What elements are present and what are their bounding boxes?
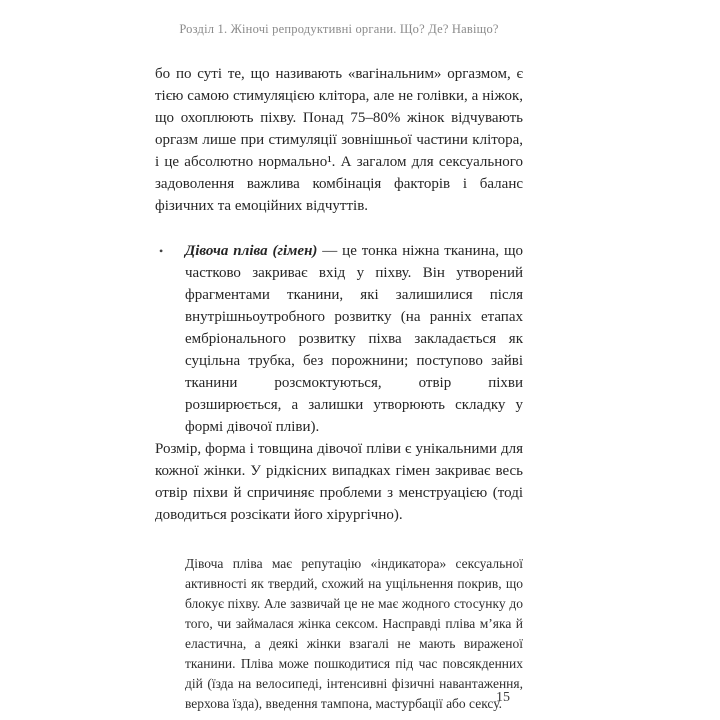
bullet-text	[185, 240, 523, 438]
bullet-item-hymen	[155, 240, 523, 438]
text-column	[155, 22, 523, 714]
running-header: Розділ 1. Жіночі репродуктивні органи. Що? Де? Навіщо?	[179, 22, 499, 36]
paragraph-continued: бо по суті те, що називають «вагінальним» оргазмом, є тією самою стимуляцією клітора, але не голівки, а ніжок, що охоплюють піхву. Понад 75–80% жінок відчувають оргазм лише при стимуляції зовнішньої частини клітора, і це абсолютно нормально¹. А загалом для сексуального задоволення важлива комбінація факторів і баланс фізичних та емоційних відчуттів.	[155, 66, 523, 214]
bullet-body: — це тонка ніжна тканина, що частково закриває вхід у піхву. Він утворений фрагментами тканини, які залишилися після внутрішньоутробного розвитку (на ранніх етапах ембріонального розвитку піхва закладається як суцільна трубка, без порожнини; поступово зайві тканини розсмоктуються, отвір піхви розширюється, а залишки утворюють складку у формі дівочої пліви).	[185, 243, 523, 435]
bullet-lead-term: Дівоча пліва (гімен)	[185, 243, 318, 259]
page-number: 15	[496, 690, 510, 705]
paragraph-size-shape: Розмір, форма і товщина дівочої пліви є унікальними для кожної жінки. У рідкісних випадках гімен закриває весь отвір піхви й спричиняє проблеми з менструацією (тоді доводиться розсікати його хірургічно).	[155, 441, 523, 523]
bullet-marker: •	[159, 244, 164, 258]
indented-note: Дівоча пліва має репутацію «індикатора» сексуальної активності як твердий, схожий на ущільнення покрив, що блокує піхву. Але зазвичай це не має жодного стосунку до того, чи займалася жінка сексом. Насправді пліва м’яка й еластична, а деякі жінки взагалі не мають вираженої тканини. Пліва може пошкодитися під час повсякденних дій (їзда на велосипеді, інтенсивні фізичні навантаження, верхова їзда), введення тампона, мастурбації або сексу.	[185, 556, 523, 711]
